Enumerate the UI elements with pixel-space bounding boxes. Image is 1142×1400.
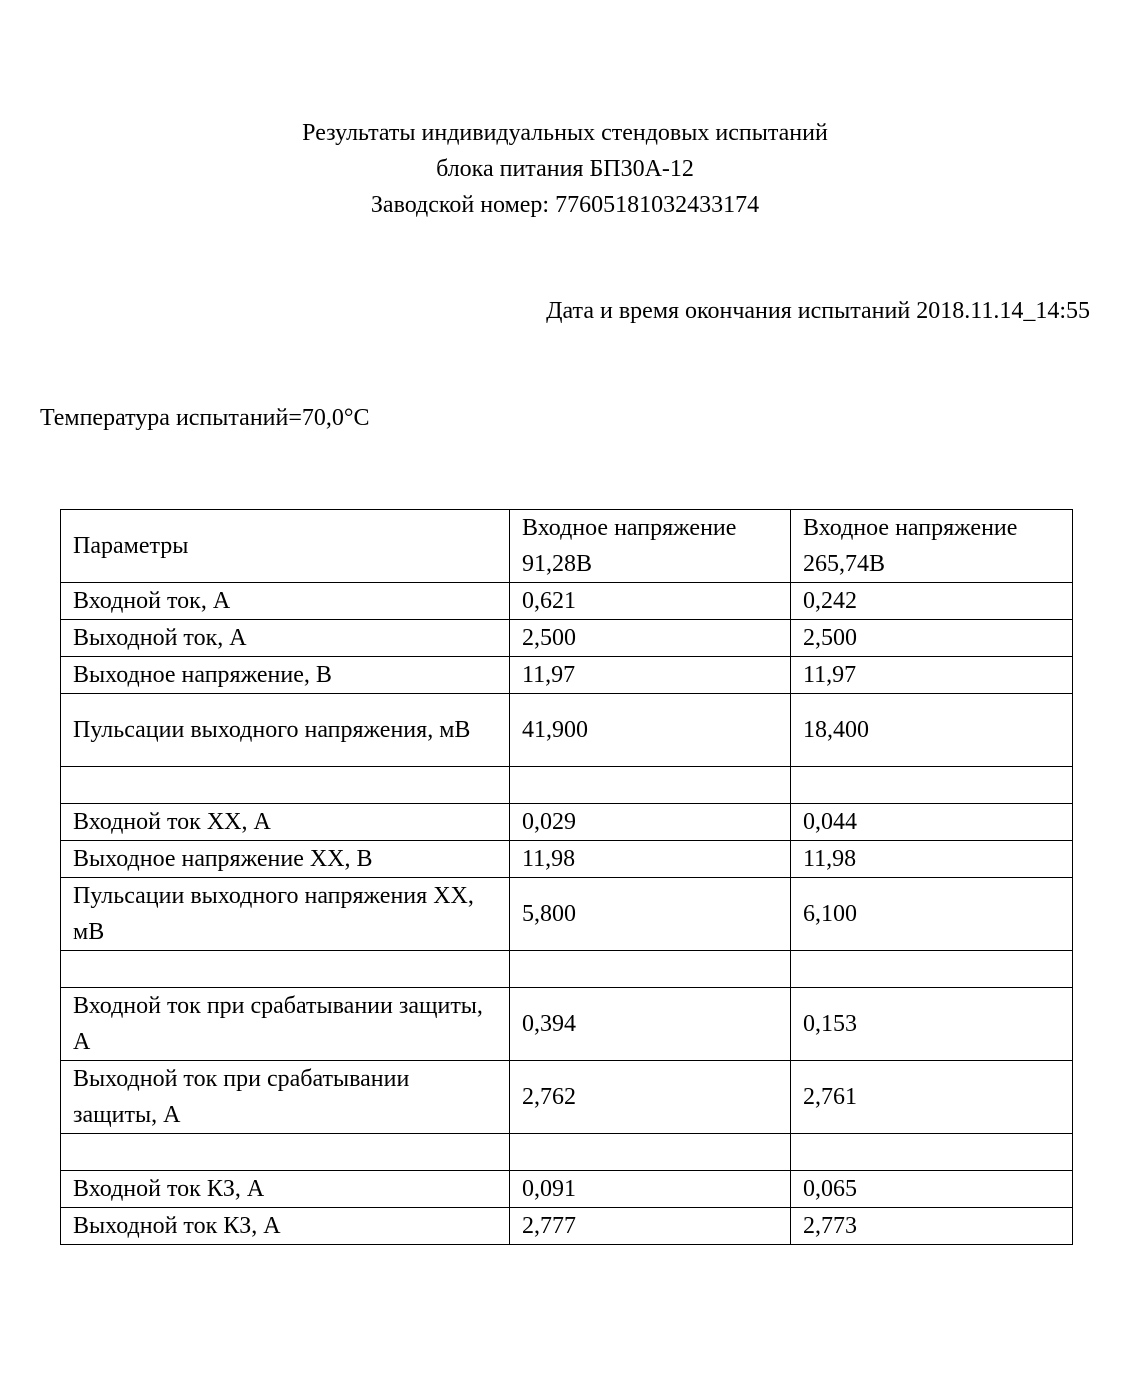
- parameter-cell: Выходное напряжение ХХ, В: [61, 841, 510, 878]
- table-row: [61, 657, 1073, 694]
- value-high-voltage-cell: 6,100: [791, 878, 1073, 951]
- value-high-voltage-cell: 2,761: [791, 1061, 1073, 1134]
- value-high-voltage-cell: 2,773: [791, 1208, 1073, 1245]
- value-high-voltage-cell: 18,400: [791, 694, 1073, 767]
- table-row: [61, 583, 1073, 620]
- table-row: [61, 988, 1073, 1061]
- table-row: [61, 1171, 1073, 1208]
- value-low-voltage-cell: 41,900: [510, 694, 791, 767]
- value-high-voltage-cell: 11,98: [791, 841, 1073, 878]
- value-low-voltage-cell: 11,97: [510, 657, 791, 694]
- value-low-voltage-cell: 0,394: [510, 988, 791, 1061]
- parameter-cell: Входной ток, А: [61, 583, 510, 620]
- header-parameters: Параметры: [61, 510, 510, 583]
- value-low-voltage-cell: [510, 767, 791, 804]
- value-low-voltage-cell: 11,98: [510, 841, 791, 878]
- value-high-voltage-cell: 0,044: [791, 804, 1073, 841]
- parameter-cell: [61, 1134, 510, 1171]
- value-low-voltage-cell: 2,762: [510, 1061, 791, 1134]
- value-high-voltage-cell: [791, 951, 1073, 988]
- test-end-datetime: Дата и время окончания испытаний 2018.11.14_14:55: [546, 298, 1090, 324]
- value-high-voltage-cell: 2,500: [791, 620, 1073, 657]
- test-temperature: Температура испытаний=70,0°С: [40, 405, 370, 431]
- table-row: [61, 1061, 1073, 1134]
- value-low-voltage-cell: 2,777: [510, 1208, 791, 1245]
- parameter-cell: Выходное напряжение, В: [61, 657, 510, 694]
- table-row: [61, 1208, 1073, 1245]
- value-high-voltage-cell: 0,242: [791, 583, 1073, 620]
- table-row: [61, 841, 1073, 878]
- parameter-cell: Входной ток при срабатывании защиты, А: [61, 988, 510, 1061]
- parameter-cell: Пульсации выходного напряжения, мВ: [61, 694, 510, 767]
- report-title: Результаты индивидуальных стендовых испытаний: [302, 120, 828, 146]
- value-high-voltage-cell: 0,065: [791, 1171, 1073, 1208]
- value-high-voltage-cell: 11,97: [791, 657, 1073, 694]
- table-spacer-row: [61, 767, 1073, 804]
- value-high-voltage-cell: [791, 767, 1073, 804]
- header-input-voltage-high: Входное напряжение 265,74В: [791, 510, 1073, 583]
- table-header-row: [61, 510, 1073, 583]
- value-low-voltage-cell: [510, 1134, 791, 1171]
- value-low-voltage-cell: [510, 951, 791, 988]
- results-table: [60, 509, 1073, 1245]
- value-high-voltage-cell: 0,153: [791, 988, 1073, 1061]
- parameter-cell: Выходной ток, А: [61, 620, 510, 657]
- table-row: [61, 878, 1073, 951]
- device-name: блока питания БП30А-12: [436, 156, 694, 182]
- value-low-voltage-cell: 0,091: [510, 1171, 791, 1208]
- table-spacer-row: [61, 951, 1073, 988]
- value-low-voltage-cell: 2,500: [510, 620, 791, 657]
- serial-number: Заводской номер: 77605181032433174: [370, 192, 760, 218]
- parameter-cell: Входной ток ХХ, А: [61, 804, 510, 841]
- header-input-voltage-low: Входное напряжение 91,28В: [510, 510, 791, 583]
- parameter-cell: Выходной ток при срабатывании защиты, А: [61, 1061, 510, 1134]
- table-row: [61, 694, 1073, 767]
- value-low-voltage-cell: 0,621: [510, 583, 791, 620]
- value-low-voltage-cell: 0,029: [510, 804, 791, 841]
- parameter-cell: [61, 951, 510, 988]
- table-row: [61, 804, 1073, 841]
- parameter-cell: [61, 767, 510, 804]
- parameter-cell: Выходной ток КЗ, А: [61, 1208, 510, 1245]
- value-low-voltage-cell: 5,800: [510, 878, 791, 951]
- table-row: [61, 620, 1073, 657]
- parameter-cell: Пульсации выходного напряжения ХХ, мВ: [61, 878, 510, 951]
- value-high-voltage-cell: [791, 1134, 1073, 1171]
- table-spacer-row: [61, 1134, 1073, 1171]
- parameter-cell: Входной ток КЗ, А: [61, 1171, 510, 1208]
